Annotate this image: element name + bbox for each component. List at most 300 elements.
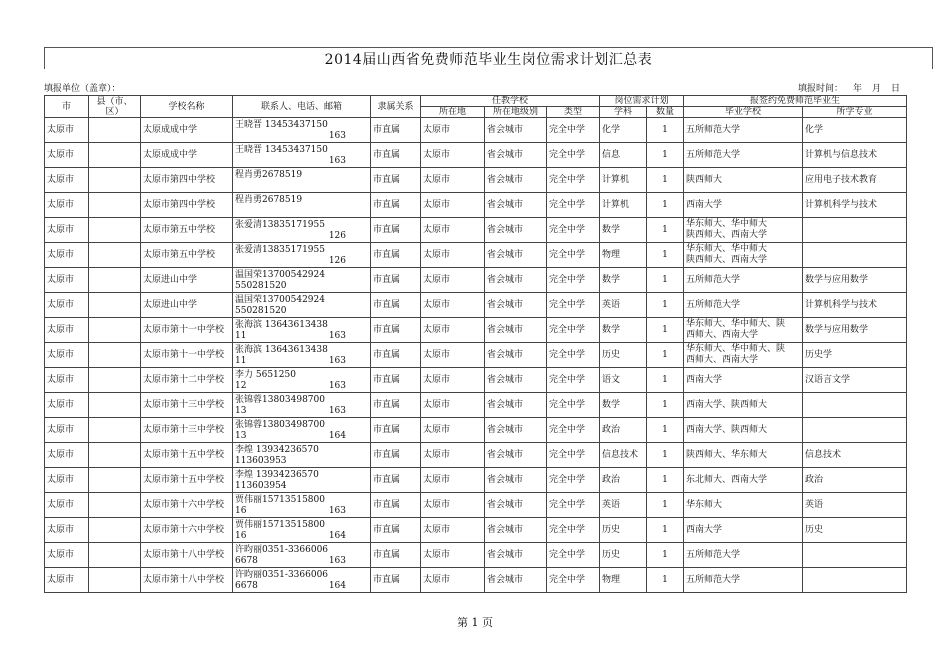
cell-county bbox=[89, 343, 141, 368]
cell-count: 1 bbox=[647, 368, 684, 393]
cell-location: 太原市 bbox=[421, 568, 485, 593]
contact-line-2-right: 163 bbox=[328, 381, 346, 391]
cell-location-level: 省会城市 bbox=[485, 143, 547, 168]
table-row bbox=[45, 193, 907, 218]
cell-location-level: 省会城市 bbox=[485, 468, 547, 493]
cell-county bbox=[89, 218, 141, 243]
header-major: 所学专业 bbox=[803, 107, 907, 118]
cell-contact bbox=[233, 568, 371, 593]
cell-type: 完全中学 bbox=[547, 443, 600, 468]
grad-line-2: 陕西师大、西南大学 bbox=[686, 230, 768, 240]
contact-line-2-right: 163 bbox=[328, 506, 346, 516]
contact-line-2-right: 164 bbox=[328, 531, 346, 541]
cell-subject: 历史 bbox=[600, 543, 647, 568]
cell-type: 完全中学 bbox=[547, 468, 600, 493]
cell-location: 太原市 bbox=[421, 468, 485, 493]
cell-affiliation: 市直属 bbox=[371, 568, 421, 593]
cell-location: 太原市 bbox=[421, 368, 485, 393]
header-type: 类型 bbox=[547, 107, 600, 118]
cell-count: 1 bbox=[647, 468, 684, 493]
cell-location: 太原市 bbox=[421, 318, 485, 343]
cell-count: 1 bbox=[647, 243, 684, 268]
header-location: 所在地 bbox=[421, 107, 485, 118]
cell-grad-school: 陕西师大、华东师大 bbox=[684, 443, 803, 468]
cell-affiliation: 市直属 bbox=[371, 193, 421, 218]
cell-count: 1 bbox=[647, 443, 684, 468]
cell-affiliation: 市直属 bbox=[371, 268, 421, 293]
cell-major: 数学与应用数学 bbox=[803, 318, 907, 343]
cell-type: 完全中学 bbox=[547, 518, 600, 543]
cell-type: 完全中学 bbox=[547, 243, 600, 268]
cell-city: 太原市 bbox=[45, 143, 89, 168]
cell-location: 太原市 bbox=[421, 493, 485, 518]
contact-line-1: 贾伟丽15713515800 bbox=[235, 520, 325, 530]
cell-location: 太原市 bbox=[421, 118, 485, 143]
cell-grad-school bbox=[684, 343, 803, 368]
cell-grad-school: 东北师大、西南大学 bbox=[684, 468, 803, 493]
cell-type: 完全中学 bbox=[547, 293, 600, 318]
cell-major: 政治 bbox=[803, 468, 907, 493]
cell-type: 完全中学 bbox=[547, 568, 600, 593]
header-signed: 报签约免费师范毕业生 bbox=[684, 96, 907, 107]
cell-count: 1 bbox=[647, 568, 684, 593]
table-row bbox=[45, 343, 907, 368]
cell-contact bbox=[233, 168, 371, 193]
cell-type: 完全中学 bbox=[547, 118, 600, 143]
cell-grad-school: 五所师范大学 bbox=[684, 143, 803, 168]
table-row bbox=[45, 318, 907, 343]
table-row bbox=[45, 143, 907, 168]
cell-subject: 计算机 bbox=[600, 168, 647, 193]
cell-school: 太原市第四中学校 bbox=[141, 168, 233, 193]
cell-grad-school bbox=[684, 318, 803, 343]
cell-county bbox=[89, 543, 141, 568]
cell-grad-school: 五所师范大学 bbox=[684, 543, 803, 568]
cell-affiliation: 市直属 bbox=[371, 493, 421, 518]
contact-line-1: 张爱清13835171955 bbox=[235, 245, 325, 255]
cell-school: 太原市第五中学校 bbox=[141, 243, 233, 268]
cell-subject: 语文 bbox=[600, 368, 647, 393]
cell-contact bbox=[233, 218, 371, 243]
cell-school: 太原市第五中学校 bbox=[141, 218, 233, 243]
table-row bbox=[45, 543, 907, 568]
cell-city: 太原市 bbox=[45, 493, 89, 518]
cell-type: 完全中学 bbox=[547, 143, 600, 168]
cell-affiliation: 市直属 bbox=[371, 418, 421, 443]
cell-contact bbox=[233, 393, 371, 418]
cell-type: 完全中学 bbox=[547, 318, 600, 343]
cell-type: 完全中学 bbox=[547, 268, 600, 293]
cell-location-level: 省会城市 bbox=[485, 343, 547, 368]
contact-line-2: 11 bbox=[235, 356, 247, 366]
cell-major bbox=[803, 218, 907, 243]
grad-line-1: 华东师大、华中师大 bbox=[686, 219, 768, 229]
cell-location: 太原市 bbox=[421, 343, 485, 368]
cell-school: 太原市第十三中学校 bbox=[141, 418, 233, 443]
cell-location: 太原市 bbox=[421, 243, 485, 268]
cell-location-level: 省会城市 bbox=[485, 193, 547, 218]
cell-major: 历史 bbox=[803, 518, 907, 543]
cell-affiliation: 市直属 bbox=[371, 343, 421, 368]
cell-major: 信息技术 bbox=[803, 443, 907, 468]
cell-count: 1 bbox=[647, 493, 684, 518]
cell-school: 太原进山中学 bbox=[141, 293, 233, 318]
cell-grad-school bbox=[684, 218, 803, 243]
cell-contact bbox=[233, 493, 371, 518]
cell-type: 完全中学 bbox=[547, 218, 600, 243]
cell-school: 太原市第十六中学校 bbox=[141, 518, 233, 543]
cell-county bbox=[89, 293, 141, 318]
header-location-level: 所在地级别 bbox=[485, 107, 547, 118]
cell-major: 英语 bbox=[803, 493, 907, 518]
cell-grad-school: 西南大学、陕西师大 bbox=[684, 418, 803, 443]
grad-line-1: 华东师大、华中师大 bbox=[686, 244, 768, 254]
contact-line-2-right: 163 bbox=[328, 556, 346, 566]
cell-county bbox=[89, 193, 141, 218]
cell-location-level: 省会城市 bbox=[485, 518, 547, 543]
contact-line-1: 李煌 13934236570 bbox=[235, 470, 319, 480]
cell-subject: 信息技术 bbox=[600, 443, 647, 468]
header-school: 学校名称 bbox=[141, 96, 233, 118]
cell-city: 太原市 bbox=[45, 118, 89, 143]
contact-line-1: 李力 5651250 bbox=[235, 370, 296, 380]
cell-contact bbox=[233, 368, 371, 393]
contact-line-2-right: 126 bbox=[328, 231, 346, 241]
cell-affiliation: 市直属 bbox=[371, 168, 421, 193]
cell-count: 1 bbox=[647, 318, 684, 343]
table-row bbox=[45, 268, 907, 293]
table-row bbox=[45, 368, 907, 393]
contact-line-1: 王晓晋 13453437150 bbox=[235, 120, 328, 130]
cell-subject: 数学 bbox=[600, 268, 647, 293]
cell-type: 完全中学 bbox=[547, 343, 600, 368]
cell-affiliation: 市直属 bbox=[371, 443, 421, 468]
table-row bbox=[45, 518, 907, 543]
cell-affiliation: 市直属 bbox=[371, 393, 421, 418]
cell-city: 太原市 bbox=[45, 318, 89, 343]
cell-affiliation: 市直属 bbox=[371, 543, 421, 568]
header-subject: 学科 bbox=[600, 107, 647, 118]
cell-county bbox=[89, 443, 141, 468]
contact-line-2: 16 bbox=[235, 531, 247, 541]
contact-line-2-right: 163 bbox=[328, 156, 346, 166]
cell-subject: 政治 bbox=[600, 468, 647, 493]
contact-line-2-right: 163 bbox=[328, 406, 346, 416]
cell-grad-school: 西南大学 bbox=[684, 193, 803, 218]
contact-line-2-right: 163 bbox=[328, 356, 346, 366]
cell-location-level: 省会城市 bbox=[485, 443, 547, 468]
cell-contact bbox=[233, 268, 371, 293]
fill-unit-label: 填报单位（盖章）： bbox=[44, 84, 121, 94]
cell-type: 完全中学 bbox=[547, 193, 600, 218]
table-row bbox=[45, 393, 907, 418]
cell-grad-school: 陕西师大 bbox=[684, 168, 803, 193]
cell-county bbox=[89, 468, 141, 493]
contact-line-2-right: 164 bbox=[328, 581, 346, 591]
contact-line-1: 张海滨 13643613438 bbox=[235, 320, 328, 330]
cell-city: 太原市 bbox=[45, 393, 89, 418]
cell-type: 完全中学 bbox=[547, 393, 600, 418]
demand-table bbox=[44, 95, 907, 593]
grad-line-1: 华东师大、华中师大、陕 bbox=[686, 344, 786, 354]
cell-location-level: 省会城市 bbox=[485, 543, 547, 568]
cell-subject: 英语 bbox=[600, 293, 647, 318]
fill-date-label bbox=[798, 81, 900, 94]
cell-county bbox=[89, 318, 141, 343]
contact-line-1: 温国荣13700542924 bbox=[235, 295, 325, 305]
cell-major bbox=[803, 568, 907, 593]
cell-contact bbox=[233, 518, 371, 543]
contact-line-2-right: 163 bbox=[328, 131, 346, 141]
cell-affiliation: 市直属 bbox=[371, 118, 421, 143]
grad-line-2: 西师大、西南大学 bbox=[686, 330, 759, 340]
contact-line-1: 李煌 13934236570 bbox=[235, 445, 319, 455]
fill-date-day: 日 bbox=[891, 84, 901, 94]
cell-county bbox=[89, 418, 141, 443]
cell-location-level: 省会城市 bbox=[485, 568, 547, 593]
table-row bbox=[45, 493, 907, 518]
cell-count: 1 bbox=[647, 168, 684, 193]
page-title: 2014届山西省免费师范毕业生岗位需求计划汇总表 bbox=[324, 52, 653, 68]
cell-count: 1 bbox=[647, 418, 684, 443]
contact-line-1: 许昀丽0351-3366006 bbox=[235, 545, 329, 555]
cell-location: 太原市 bbox=[421, 418, 485, 443]
cell-location: 太原市 bbox=[421, 218, 485, 243]
cell-major bbox=[803, 243, 907, 268]
cell-subject: 数学 bbox=[600, 393, 647, 418]
cell-location-level: 省会城市 bbox=[485, 393, 547, 418]
cell-city: 太原市 bbox=[45, 218, 89, 243]
cell-county bbox=[89, 143, 141, 168]
contact-line-2: 16 bbox=[235, 506, 247, 516]
cell-grad-school bbox=[684, 243, 803, 268]
cell-county bbox=[89, 568, 141, 593]
page-footer: 第 1 页 bbox=[457, 616, 493, 629]
cell-subject: 英语 bbox=[600, 493, 647, 518]
cell-city: 太原市 bbox=[45, 568, 89, 593]
fill-date-year: 年 bbox=[853, 84, 863, 94]
header-teach-school: 任教学校 bbox=[421, 96, 600, 107]
cell-affiliation: 市直属 bbox=[371, 143, 421, 168]
cell-subject: 物理 bbox=[600, 568, 647, 593]
cell-location-level: 省会城市 bbox=[485, 268, 547, 293]
cell-affiliation: 市直属 bbox=[371, 368, 421, 393]
cell-city: 太原市 bbox=[45, 293, 89, 318]
cell-county bbox=[89, 118, 141, 143]
cell-location: 太原市 bbox=[421, 143, 485, 168]
table-row bbox=[45, 293, 907, 318]
cell-city: 太原市 bbox=[45, 168, 89, 193]
table-row bbox=[45, 218, 907, 243]
grad-line-2: 陕西师大、西南大学 bbox=[686, 255, 768, 265]
contact-line-2: 13 bbox=[235, 406, 247, 416]
cell-grad-school: 五所师范大学 bbox=[684, 118, 803, 143]
cell-contact bbox=[233, 343, 371, 368]
cell-county bbox=[89, 368, 141, 393]
cell-school: 太原市第十二中学校 bbox=[141, 368, 233, 393]
cell-affiliation: 市直属 bbox=[371, 293, 421, 318]
cell-major bbox=[803, 543, 907, 568]
contact-line-1: 王晓晋 13453437150 bbox=[235, 145, 328, 155]
cell-grad-school: 西南大学、陕西师大 bbox=[684, 393, 803, 418]
cell-location: 太原市 bbox=[421, 193, 485, 218]
cell-contact bbox=[233, 543, 371, 568]
cell-grad-school: 西南大学 bbox=[684, 368, 803, 393]
cell-affiliation: 市直属 bbox=[371, 468, 421, 493]
cell-count: 1 bbox=[647, 543, 684, 568]
cell-location-level: 省会城市 bbox=[485, 118, 547, 143]
cell-major: 计算机科学与技术 bbox=[803, 193, 907, 218]
contact-line-2: 113603953 bbox=[235, 456, 287, 466]
cell-count: 1 bbox=[647, 268, 684, 293]
cell-major bbox=[803, 418, 907, 443]
cell-location-level: 省会城市 bbox=[485, 318, 547, 343]
cell-county bbox=[89, 393, 141, 418]
contact-line-2: 11 bbox=[235, 331, 247, 341]
cell-count: 1 bbox=[647, 393, 684, 418]
cell-county bbox=[89, 168, 141, 193]
cell-location-level: 省会城市 bbox=[485, 293, 547, 318]
table-row bbox=[45, 168, 907, 193]
cell-subject: 计算机 bbox=[600, 193, 647, 218]
cell-subject: 数学 bbox=[600, 318, 647, 343]
cell-location-level: 省会城市 bbox=[485, 493, 547, 518]
table-row bbox=[45, 468, 907, 493]
cell-city: 太原市 bbox=[45, 193, 89, 218]
cell-school: 太原市第十五中学校 bbox=[141, 443, 233, 468]
cell-school: 太原市第十一中学校 bbox=[141, 318, 233, 343]
header-demand: 岗位需求计划 bbox=[600, 96, 684, 107]
contact-line-1: 许昀丽0351-3366006 bbox=[235, 570, 329, 580]
cell-type: 完全中学 bbox=[547, 168, 600, 193]
cell-city: 太原市 bbox=[45, 343, 89, 368]
fill-date-month: 月 bbox=[872, 84, 882, 94]
table-row bbox=[45, 118, 907, 143]
cell-school: 太原市第十五中学校 bbox=[141, 468, 233, 493]
cell-location: 太原市 bbox=[421, 543, 485, 568]
cell-major: 应用电子技术教育 bbox=[803, 168, 907, 193]
cell-county bbox=[89, 493, 141, 518]
contact-line-1: 张锦蓉13803498700 bbox=[235, 420, 325, 430]
cell-type: 完全中学 bbox=[547, 493, 600, 518]
cell-contact bbox=[233, 293, 371, 318]
cell-affiliation: 市直属 bbox=[371, 318, 421, 343]
contact-line-2-right: 163 bbox=[328, 331, 346, 341]
header-grad-school: 毕业学校 bbox=[684, 107, 803, 118]
cell-city: 太原市 bbox=[45, 518, 89, 543]
cell-contact bbox=[233, 243, 371, 268]
cell-count: 1 bbox=[647, 343, 684, 368]
cell-major: 计算机科学与技术 bbox=[803, 293, 907, 318]
cell-location-level: 省会城市 bbox=[485, 218, 547, 243]
cell-grad-school: 西南大学 bbox=[684, 518, 803, 543]
cell-location: 太原市 bbox=[421, 443, 485, 468]
cell-subject: 信息 bbox=[600, 143, 647, 168]
cell-contact bbox=[233, 118, 371, 143]
contact-line-2: 113603954 bbox=[235, 481, 287, 491]
cell-affiliation: 市直属 bbox=[371, 518, 421, 543]
contact-line-1: 程肖勇2678519 bbox=[235, 170, 303, 180]
contact-line-2: 550281520 bbox=[235, 281, 287, 291]
cell-subject: 历史 bbox=[600, 343, 647, 368]
contact-line-1: 程肖勇2678519 bbox=[235, 195, 303, 205]
contact-line-2-right: 164 bbox=[328, 431, 346, 441]
cell-county bbox=[89, 243, 141, 268]
fill-date-text: 填报时间： bbox=[798, 84, 844, 94]
cell-city: 太原市 bbox=[45, 243, 89, 268]
cell-city: 太原市 bbox=[45, 268, 89, 293]
cell-school: 太原市第十六中学校 bbox=[141, 493, 233, 518]
table-row bbox=[45, 568, 907, 593]
cell-school: 太原市第十一中学校 bbox=[141, 343, 233, 368]
cell-school: 太原成成中学 bbox=[141, 143, 233, 168]
cell-subject: 数学 bbox=[600, 218, 647, 243]
contact-line-1: 张海滨 13643613438 bbox=[235, 345, 328, 355]
cell-city: 太原市 bbox=[45, 543, 89, 568]
cell-contact bbox=[233, 193, 371, 218]
cell-subject: 政治 bbox=[600, 418, 647, 443]
cell-county bbox=[89, 268, 141, 293]
cell-school: 太原进山中学 bbox=[141, 268, 233, 293]
table-row bbox=[45, 443, 907, 468]
cell-grad-school: 五所师范大学 bbox=[684, 268, 803, 293]
cell-school: 太原市第十三中学校 bbox=[141, 393, 233, 418]
cell-grad-school: 五所师范大学 bbox=[684, 568, 803, 593]
cell-city: 太原市 bbox=[45, 468, 89, 493]
cell-count: 1 bbox=[647, 218, 684, 243]
cell-subject: 物理 bbox=[600, 243, 647, 268]
cell-count: 1 bbox=[647, 118, 684, 143]
header-county: 县（市、区） bbox=[89, 96, 141, 118]
cell-school: 太原市第十八中学校 bbox=[141, 568, 233, 593]
cell-grad-school: 五所师范大学 bbox=[684, 293, 803, 318]
cell-contact bbox=[233, 468, 371, 493]
cell-type: 完全中学 bbox=[547, 368, 600, 393]
cell-location: 太原市 bbox=[421, 293, 485, 318]
cell-city: 太原市 bbox=[45, 368, 89, 393]
cell-affiliation: 市直属 bbox=[371, 218, 421, 243]
cell-major: 计算机与信息技术 bbox=[803, 143, 907, 168]
cell-location-level: 省会城市 bbox=[485, 368, 547, 393]
contact-line-2: 12 bbox=[235, 381, 247, 391]
cell-city: 太原市 bbox=[45, 443, 89, 468]
contact-line-1: 温国荣13700542924 bbox=[235, 270, 325, 280]
contact-line-1: 张爱清13835171955 bbox=[235, 220, 325, 230]
cell-major: 历史学 bbox=[803, 343, 907, 368]
cell-major: 数学与应用数学 bbox=[803, 268, 907, 293]
cell-location-level: 省会城市 bbox=[485, 168, 547, 193]
cell-school: 太原市第四中学校 bbox=[141, 193, 233, 218]
header-count: 数量 bbox=[647, 107, 684, 118]
cell-contact bbox=[233, 318, 371, 343]
cell-city: 太原市 bbox=[45, 418, 89, 443]
header-city: 市 bbox=[45, 96, 89, 118]
cell-type: 完全中学 bbox=[547, 543, 600, 568]
cell-major: 化学 bbox=[803, 118, 907, 143]
cell-subject: 历史 bbox=[600, 518, 647, 543]
header-contact: 联系人、电话、邮箱 bbox=[233, 96, 371, 118]
cell-count: 1 bbox=[647, 518, 684, 543]
cell-subject: 化学 bbox=[600, 118, 647, 143]
grad-line-2: 西师大、西南大学 bbox=[686, 355, 759, 365]
contact-line-2: 6678 bbox=[235, 556, 258, 566]
contact-line-2: 6678 bbox=[235, 581, 258, 591]
table-body bbox=[45, 118, 907, 593]
cell-grad-school: 华东师大 bbox=[684, 493, 803, 518]
contact-line-1: 贾伟丽15713515800 bbox=[235, 495, 325, 505]
header-affiliation: 隶属关系 bbox=[371, 96, 421, 118]
cell-contact bbox=[233, 443, 371, 468]
